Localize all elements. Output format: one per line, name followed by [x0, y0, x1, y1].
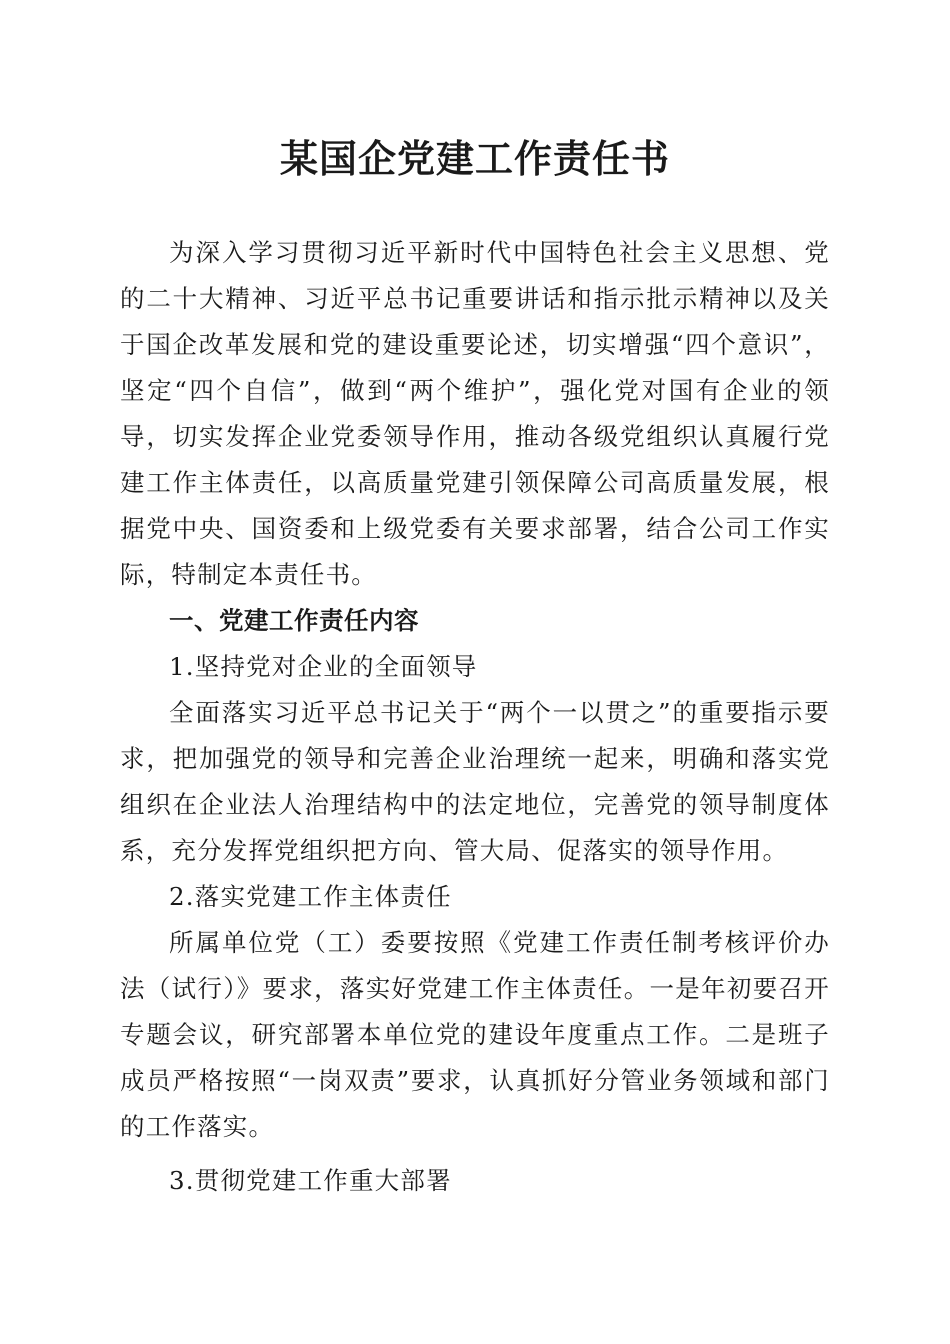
intro-paragraph: 为深入学习贯彻习近平新时代中国特色社会主义思想、党的二十大精神、习近平总书记重要讲话和指示批示精神以及关于国企改革发展和党的建设重要论述，切实增强“四个意识”，坚定“四个自信”，做到“两个维护”，强化党对国有企业的领导，切实发挥企业党委领导作用，推动各级党组织认真履行党建工作主体责任，以高质量党建引领保障公司高质量发展，根据党中央、国资委和上级党委有关要求部署，结合公司工作实际，特制定本责任书。 — [120, 238, 830, 589]
item-2-paragraph: 所属单位党（工）委要按照《党建工作责任制考核评价办法（试行）》要求，落实好党建工作主体责任。一是年初要召开专题会议，研究部署本单位党的建设年度重点工作。二是班子成员严格按照“一岗双责”要求，认真抓好分管业务领域和部门的工作落实。 — [120, 928, 830, 1141]
item-2-title: 2.落实党建工作主体责任 — [169, 882, 452, 911]
item-1-paragraph: 全面落实习近平总书记关于“两个一以贯之”的重要指示要求，把加强党的领导和完善企业治理统一起来，明确和落实党组织在企业法人治理结构中的法定地位，完善党的领导制度体系，充分发挥党组织把方向、管大局、促落实的领导作用。 — [120, 698, 830, 865]
section-heading: 一、党建工作责任内容 — [169, 606, 419, 635]
item-1-title: 1.坚持党对企业的全面领导 — [169, 652, 478, 681]
document-body — [120, 230, 830, 1204]
document-title: 某国企党建工作责任书 — [279, 136, 670, 181]
item-3-title: 3.贯彻党建工作重大部署 — [169, 1166, 452, 1195]
